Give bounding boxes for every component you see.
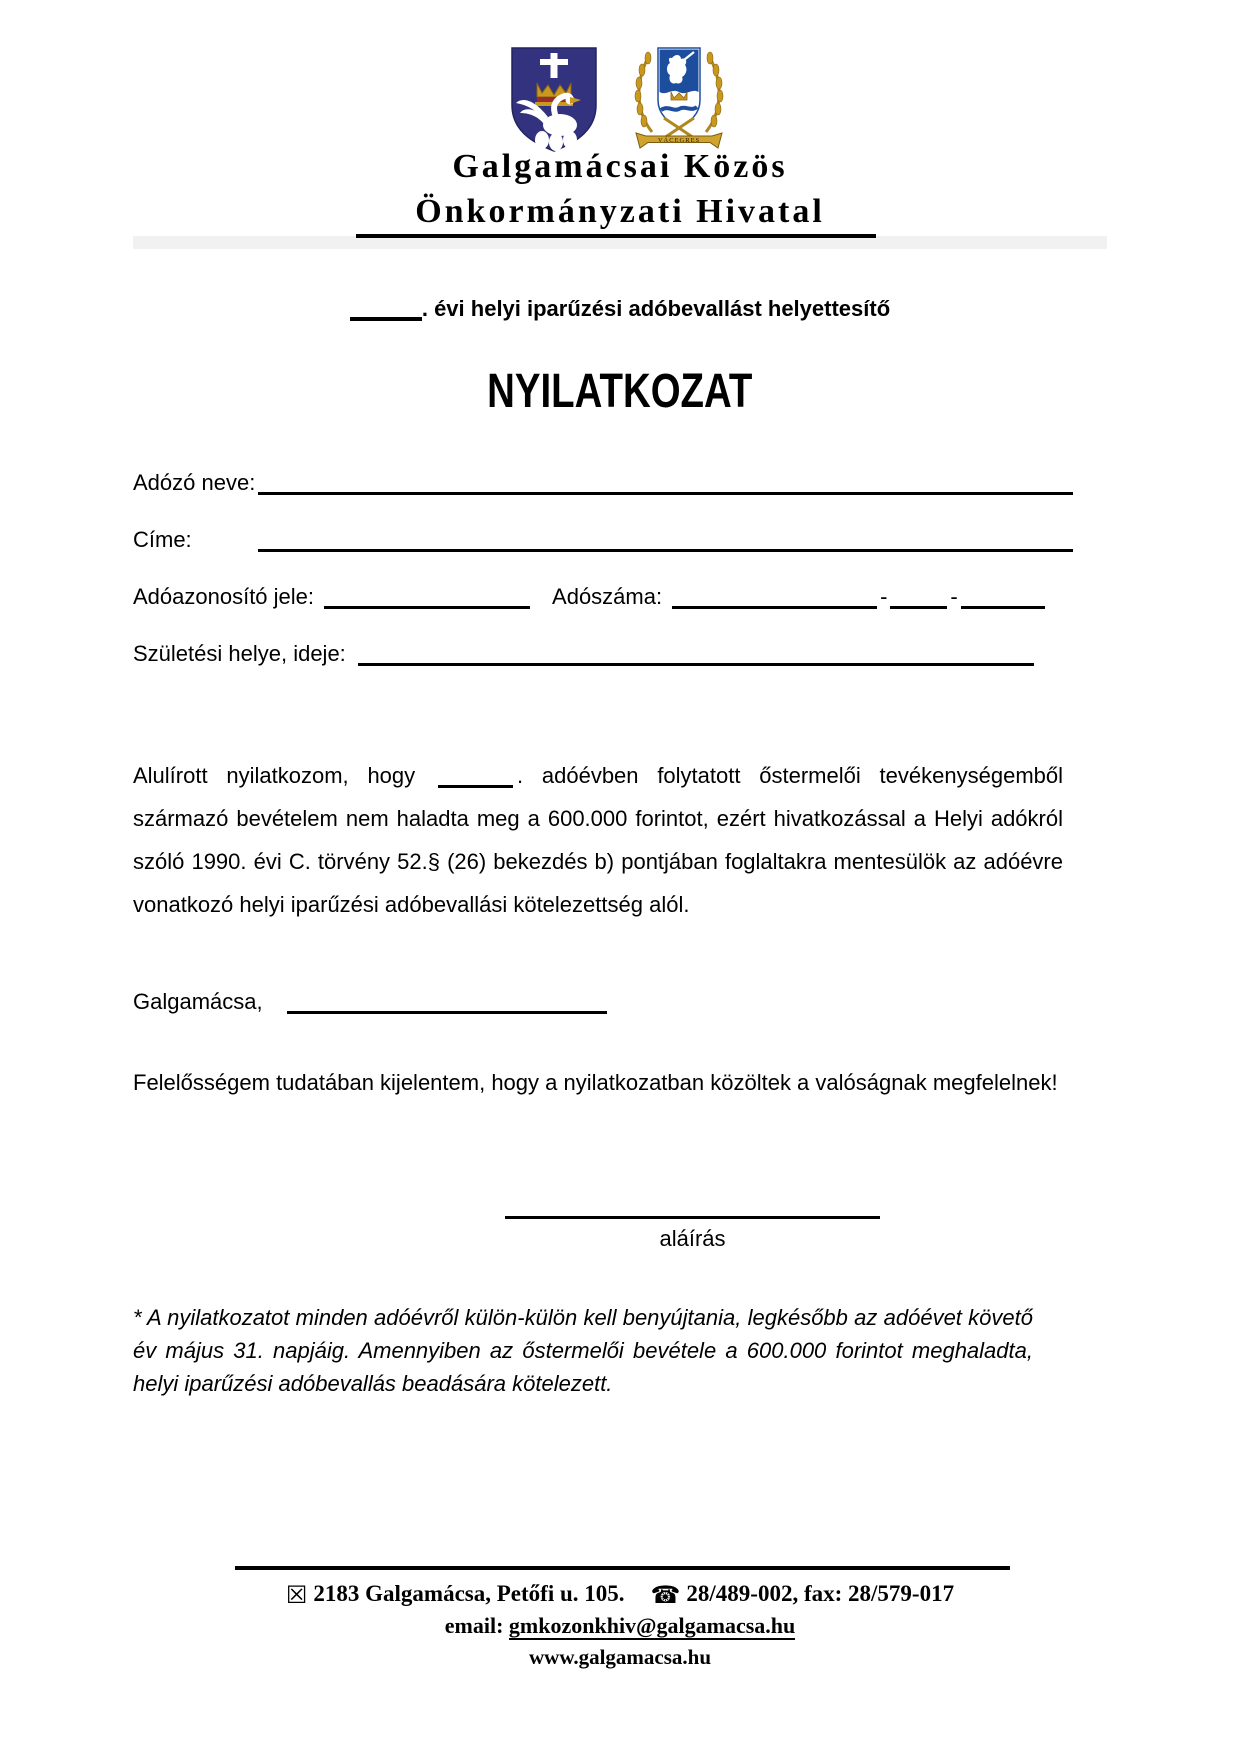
header-underline — [356, 234, 876, 238]
form-fields — [133, 470, 1123, 698]
year-blank — [350, 317, 422, 321]
footnote-paragraph: * A nyilatkozatot minden adóévről külön-külön kell benyújtania, legkésőbb az adóévet követő év május 31. napjáig. Amennyiben az őstermelői bevétele a 600.000 forintot meghaladta, helyi iparűzési adóbevallás beadására kötelezett. — [133, 1305, 1033, 1396]
taxpayer-name-label: Adózó neve: — [133, 470, 256, 495]
org-name-line1: Galgamácsai Közös — [452, 148, 788, 185]
declaration-paragraph — [133, 754, 1063, 926]
vacegres-coat-of-arms-icon — [622, 42, 736, 154]
envelope-icon: ☒ — [285, 1581, 308, 1609]
email-label: email: — [444, 1613, 504, 1638]
field-address — [133, 527, 1123, 560]
coat-of-arms-row — [0, 42, 1240, 154]
taxpayer-name-blank — [258, 492, 1073, 495]
tax-number-blank-2 — [890, 606, 947, 609]
birth-label: Születési helye, ideje: — [133, 641, 346, 666]
org-name-line2: Önkormányzati Hivatal — [415, 193, 825, 230]
arms-banner-text: VÁCEGRES — [657, 137, 701, 144]
field-birth — [133, 641, 1123, 674]
subtitle-text: . évi helyi iparűzési adóbevallást helyettesítő — [421, 296, 891, 321]
place-date-row — [133, 989, 607, 1015]
signature-block — [505, 1216, 880, 1252]
responsibility-statement: Felelősségem tudatában kijelentem, hogy a nyilatkozatban közöltek a valóságnak megfelelnek! — [133, 1070, 1058, 1095]
date-blank — [287, 1011, 607, 1014]
signature-line — [505, 1216, 880, 1219]
tax-number-blank-3 — [961, 606, 1045, 609]
tax-id-label: Adóazonosító jele: — [133, 584, 315, 609]
tax-number-label: Adószáma: — [552, 584, 663, 609]
signature-caption: aláírás — [659, 1226, 726, 1251]
tax-number-dash-1: - — [880, 584, 888, 609]
place-label: Galgamácsa, — [133, 989, 263, 1014]
phone-icon: ☎ — [650, 1581, 681, 1609]
tax-number-blank-1 — [672, 606, 877, 609]
galgamacsa-coat-of-arms-icon — [504, 45, 604, 153]
birth-blank — [358, 663, 1034, 666]
declaration-post: . adóévben folytatott őstermelői tevékenységemből származó bevételem nem haladta meg a 600.000 forintot, ezért hivatkozással a Helyi adókról szóló 1990. évi C. törvény 52.§ (26) bekezdés b) pontjában foglaltakra mentesülök az adóévre vonatkozó helyi iparűzési adóbevallási kötelezettség alól. — [133, 763, 1063, 917]
footer-email-line — [0, 1610, 1240, 1642]
email-address: gmkozonkhiv@galgamacsa.hu — [508, 1613, 796, 1638]
footer-contact-line — [0, 1579, 1240, 1610]
footer-phone: 28/489-002, fax: 28/579-017 — [686, 1581, 955, 1606]
tax-id-blank — [324, 606, 530, 609]
document-title: NYILATKOZAT — [487, 365, 753, 418]
field-tax-ids — [133, 584, 1123, 617]
tax-year-blank — [438, 785, 513, 788]
tax-number-dash-2: - — [950, 584, 958, 609]
document-subtitle — [0, 296, 1240, 322]
footer-website: www.galgamacsa.hu — [528, 1645, 712, 1669]
footer-address: 2183 Galgamácsa, Petőfi u. 105. — [313, 1581, 625, 1606]
address-blank — [258, 549, 1073, 552]
field-taxpayer-name — [133, 470, 1123, 503]
address-label: Címe: — [133, 527, 192, 552]
footer — [0, 1579, 1240, 1672]
footer-rule — [235, 1566, 1010, 1570]
declaration-pre: Alulírott nyilatkozom, hogy — [133, 763, 416, 788]
